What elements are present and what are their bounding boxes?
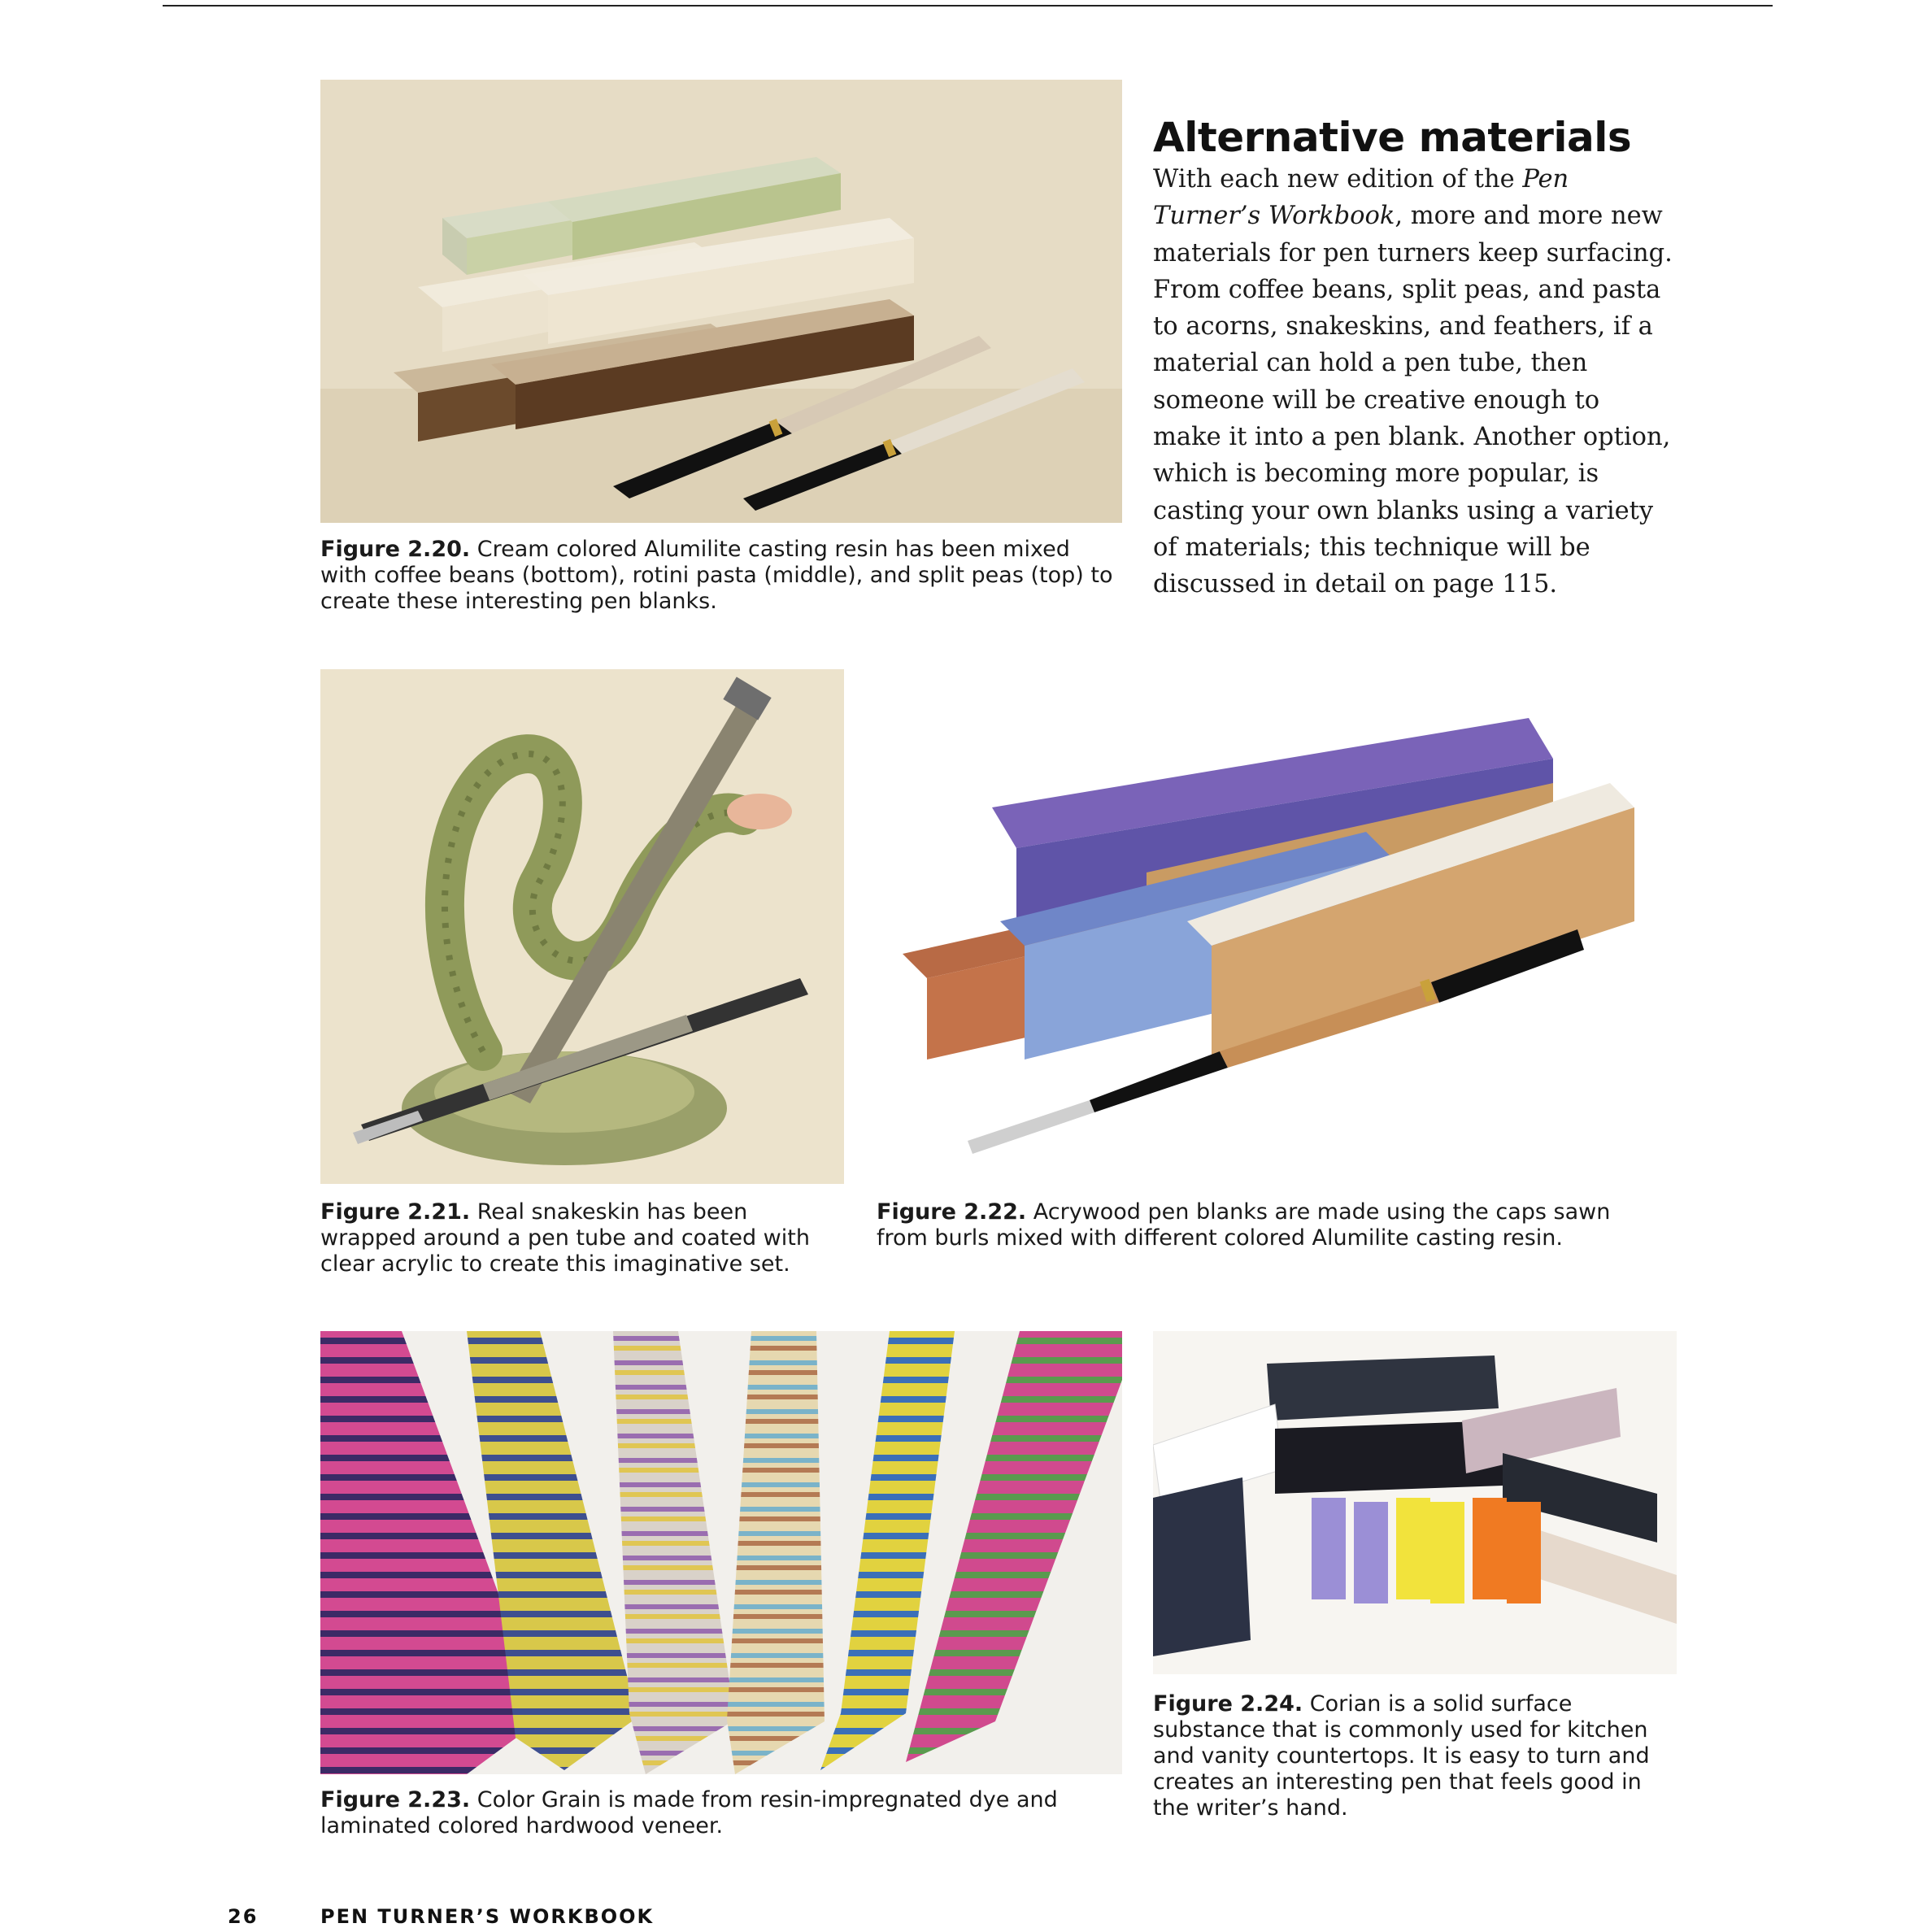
book-title-italic: Pen Turner’s Workbook xyxy=(1153,165,1569,231)
figure-label: Figure 2.20. xyxy=(320,537,471,562)
figure-label: Figure 2.21. xyxy=(320,1199,471,1225)
figure-2-23-caption xyxy=(320,1787,1122,1839)
figure-label: Figure 2.23. xyxy=(320,1787,471,1812)
figure-2-24-photo xyxy=(1153,1331,1677,1674)
page-number: 26 xyxy=(228,1905,259,1928)
section-heading: Alternative materials xyxy=(1153,114,1632,161)
figure-2-21-caption xyxy=(320,1199,849,1277)
figure-2-20-caption xyxy=(320,537,1122,615)
caption-text: Real snakeskin has been wrapped around a pen tube and coated with clear acrylic to create this imaginative set. xyxy=(320,1199,810,1277)
body-paragraph xyxy=(1153,161,1673,603)
caption-text: Color Grain is made from resin-impregnated dye and laminated colored hardwood veneer. xyxy=(320,1787,1058,1838)
figure-2-24-caption xyxy=(1153,1691,1677,1821)
caption-text: Cream colored Alumilite casting resin has been mixed with coffee beans (bottom), rotini pasta (middle), and split peas (top) to create these interesting pen blanks. xyxy=(320,537,1113,614)
top-rule xyxy=(163,5,1773,7)
body-text-part2: , more and more new materials for pen turners keep surfacing. From coffee beans, split peas, and pasta to acorns, snakeskins, and feathers, if a material can hold a pen tube, then someone will be creative enough to make it into a pen blank. Another option, which is becoming more popular, is casting your own blanks using a variety of materials; this technique will be discussed in detail on page 115. xyxy=(1153,202,1673,599)
figure-2-23-photo xyxy=(320,1331,1122,1774)
figure-2-22-photo xyxy=(878,669,1667,1184)
caption-text: Acrywood pen blanks are made using the caps sawn from burls mixed with different colored Alumilite casting resin. xyxy=(877,1199,1611,1251)
running-title: PEN TURNER’S WORKBOOK xyxy=(320,1905,655,1928)
figure-2-22-caption xyxy=(877,1199,1657,1251)
figure-label: Figure 2.24. xyxy=(1153,1691,1303,1717)
body-text-part1: With each new edition of the xyxy=(1153,165,1523,194)
caption-text: Corian is a solid surface substance that is commonly used for kitchen and vanity countertops. It is easy to turn and creates an interesting pen that feels good in the writer’s hand. xyxy=(1153,1691,1650,1821)
figure-label: Figure 2.22. xyxy=(877,1199,1027,1225)
figure-2-20-photo xyxy=(320,80,1122,523)
figure-2-21-photo xyxy=(320,669,844,1184)
